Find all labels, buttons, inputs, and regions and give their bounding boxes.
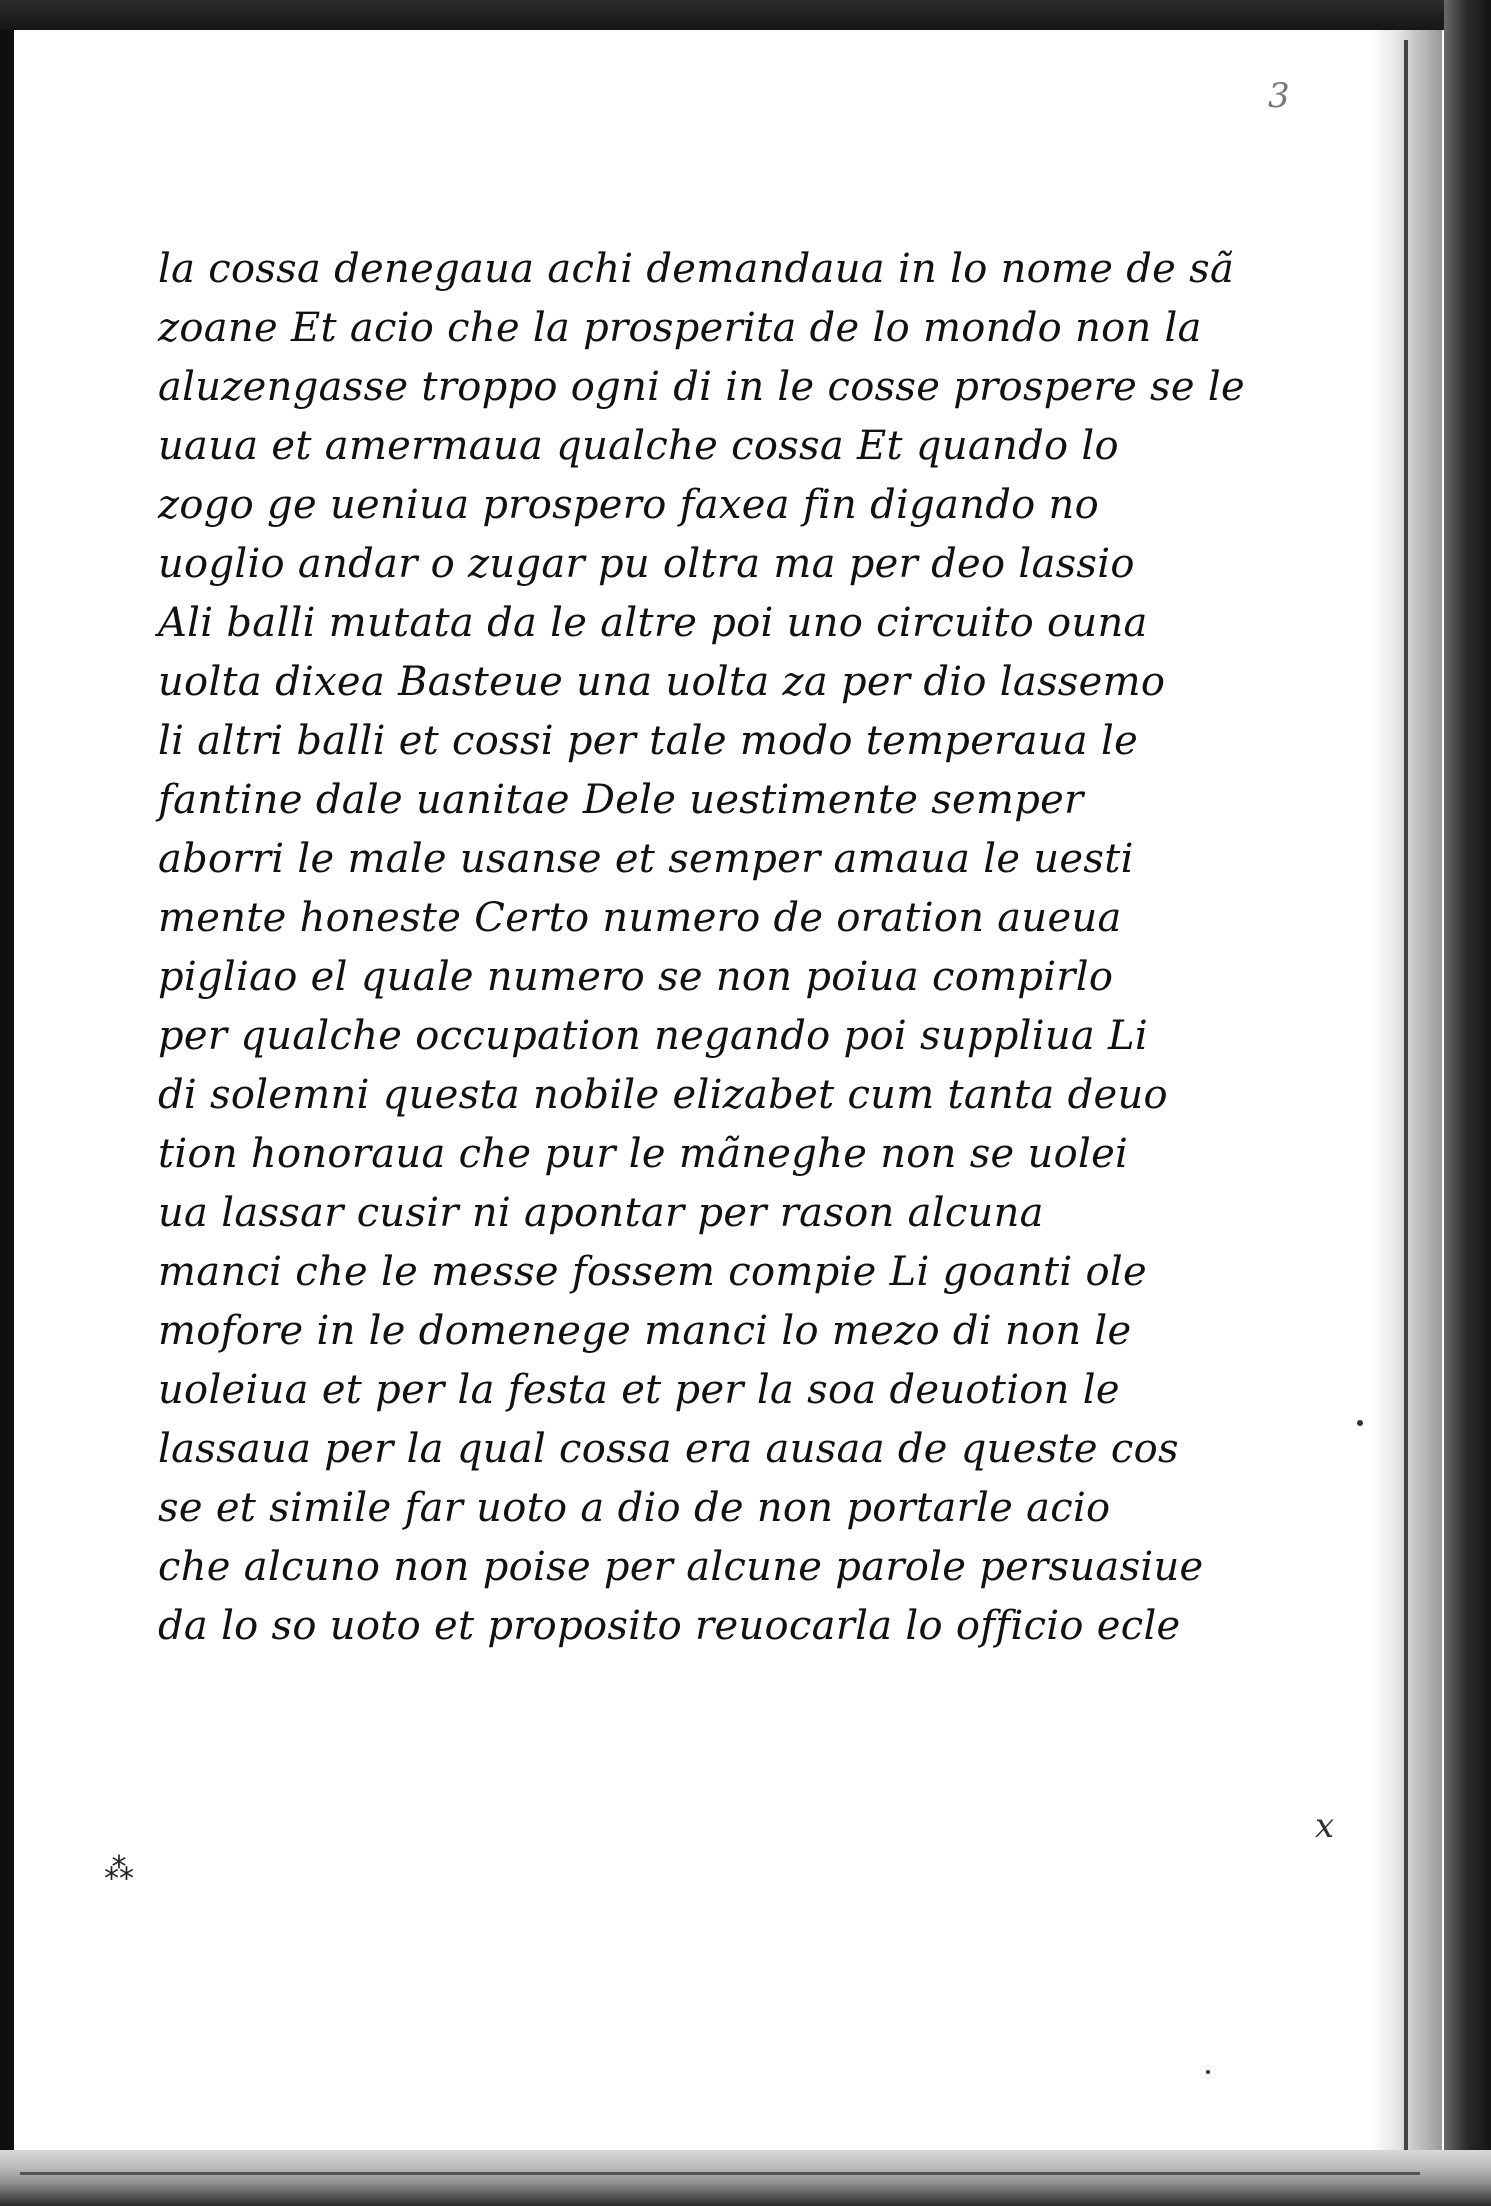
text-line: lassaua per la qual cossa era ausaa de queste cos bbox=[158, 1426, 1179, 1472]
bottom-edge-line bbox=[20, 2172, 1420, 2175]
margin-mark-right: x bbox=[1315, 1806, 1335, 1846]
text-line: tion honoraua che pur le mãneghe non se uolei bbox=[158, 1131, 1129, 1177]
manuscript-text bbox=[158, 240, 1245, 1656]
text-line: zogo ge ueniua prospero faxea fin digando no bbox=[158, 482, 1099, 528]
left-binding-edge bbox=[0, 30, 14, 2200]
folio-number: 3 bbox=[1268, 76, 1290, 116]
margin-mark-left: ⁂ bbox=[104, 1852, 134, 1887]
text-line: se et simile far uoto a dio de non portarle acio bbox=[158, 1485, 1111, 1531]
text-line: che alcuno non poise per alcune parole persuasiue bbox=[158, 1544, 1204, 1590]
text-line: uolta dixea Basteue una uolta za per dio lassemo bbox=[158, 659, 1166, 705]
text-line: fantine dale uanitae Dele uestimente semper bbox=[158, 777, 1084, 823]
text-line: uaua et amermaua qualche cossa Et quando lo bbox=[158, 423, 1119, 469]
text-line: uoglio andar o zugar pu oltra ma per deo lassio bbox=[158, 541, 1135, 587]
text-line: aluzengasse troppo ogni di in le cosse prospere se le bbox=[158, 364, 1245, 410]
text-line: da lo so uoto et proposito reuocarla lo officio ecle bbox=[158, 1603, 1181, 1649]
bottom-page-edge bbox=[0, 2150, 1491, 2206]
page-edge-stripe bbox=[1404, 40, 1408, 2160]
text-line: di solemni questa nobile elizabet cum tanta deuo bbox=[158, 1072, 1168, 1118]
text-line: li altri balli et cossi per tale modo temperaua le bbox=[158, 718, 1139, 764]
text-line: aborri le male usanse et semper amaua le uesti bbox=[158, 836, 1134, 882]
text-line: manci che le messe fossem compie Li goanti ole bbox=[158, 1249, 1147, 1295]
text-line: mente honeste Certo numero de oration aueua bbox=[158, 895, 1122, 941]
text-line: la cossa denegaua achi demandaua in lo nome de sã bbox=[158, 246, 1235, 292]
text-line: pigliao el quale numero se non poiua compirlo bbox=[158, 954, 1114, 1000]
text-line: ua lassar cusir ni apontar per rason alcuna bbox=[158, 1190, 1044, 1236]
text-line: per qualche occupation negando poi suppliua Li bbox=[158, 1013, 1149, 1059]
text-line: mofore in le domenege manci lo mezo di non le bbox=[158, 1308, 1132, 1354]
right-binding-edge bbox=[1444, 0, 1491, 2206]
text-line: uoleiua et per la festa et per la soa deuotion le bbox=[158, 1367, 1120, 1413]
text-line: Ali balli mutata da le altre poi uno circuito ouna bbox=[158, 600, 1148, 646]
text-line: zoane Et acio che la prosperita de lo mondo non la bbox=[158, 305, 1202, 351]
ink-speck bbox=[1357, 1420, 1363, 1426]
ink-speck bbox=[1206, 2070, 1210, 2074]
